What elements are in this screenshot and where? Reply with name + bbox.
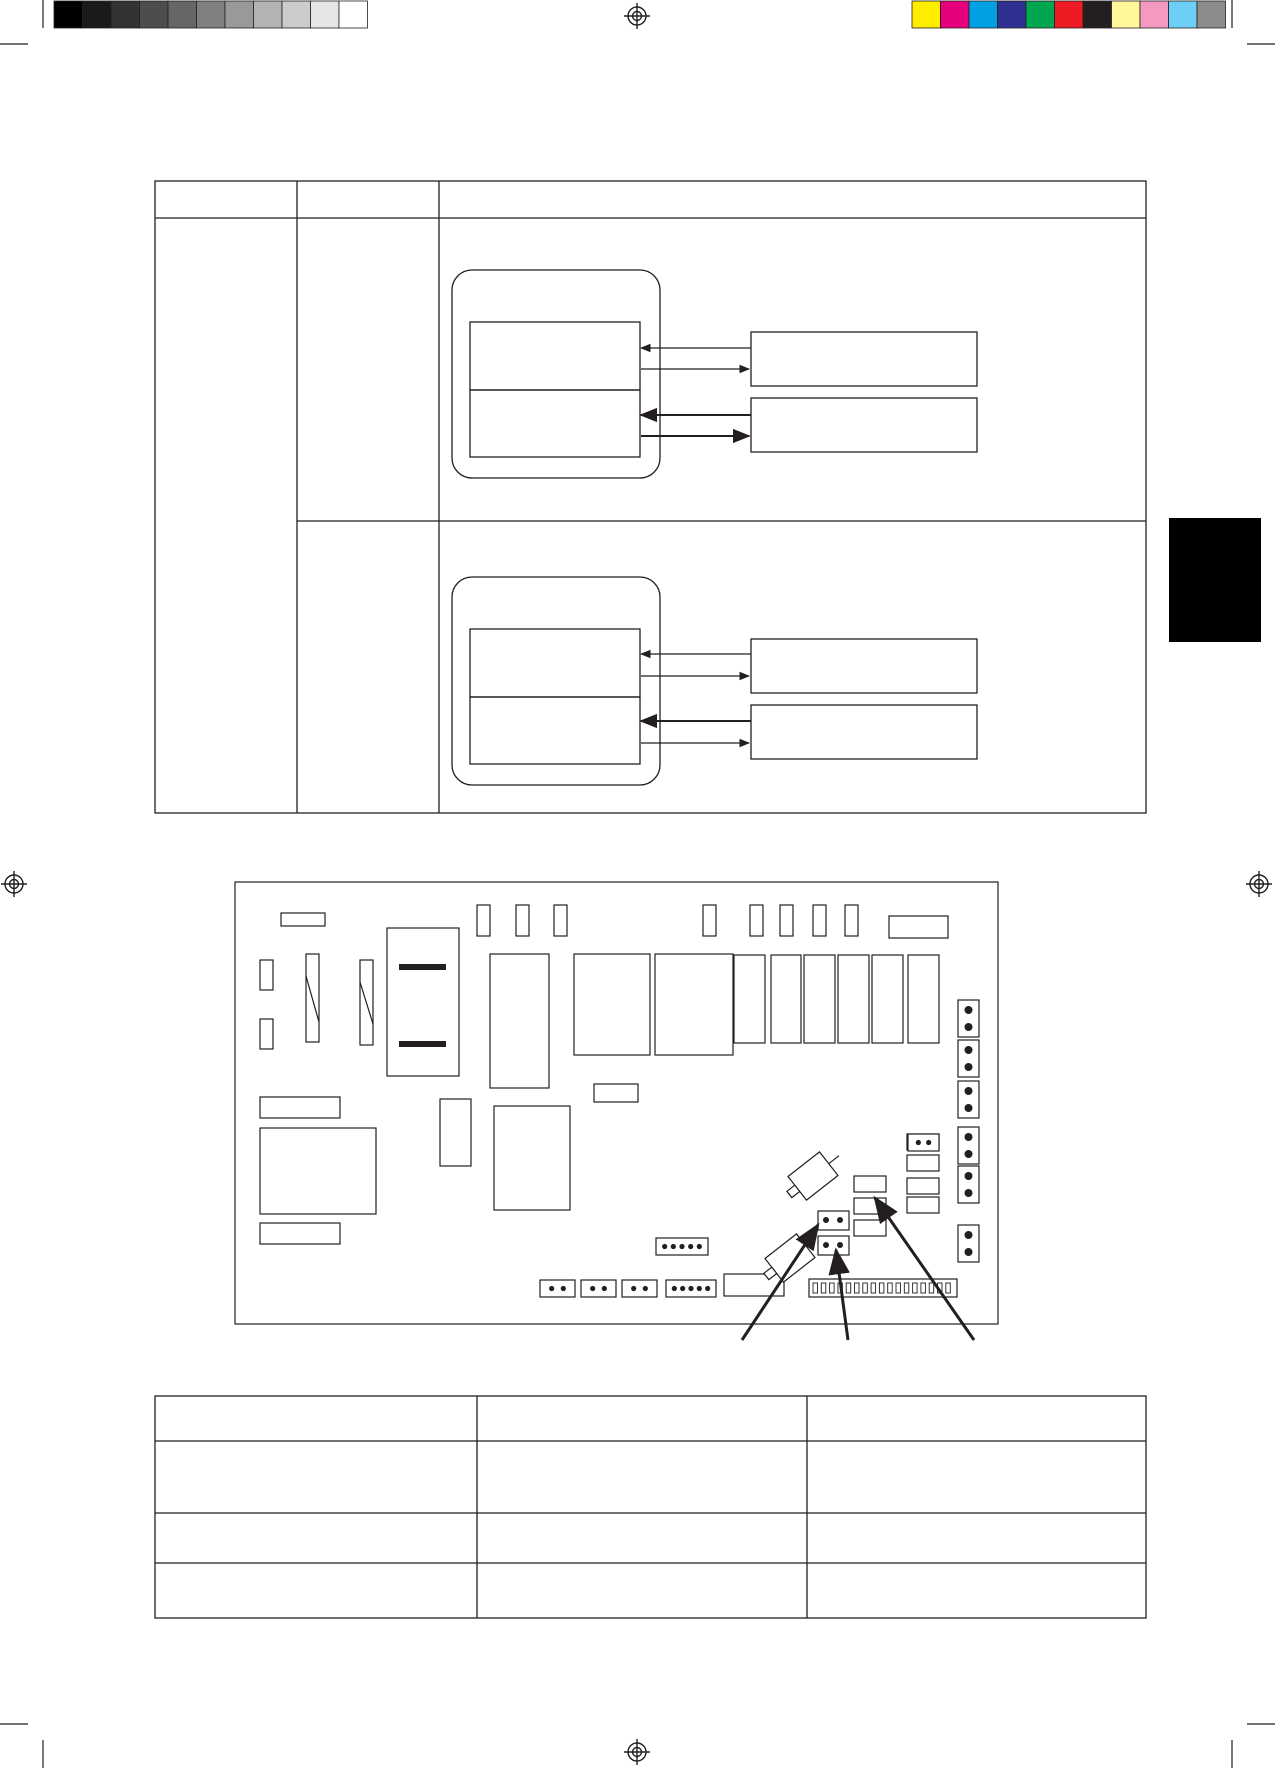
terminal-pair xyxy=(958,1127,979,1164)
jumper-block-b xyxy=(818,1236,849,1255)
gray-swatch xyxy=(282,1,311,28)
registration-target xyxy=(1246,871,1272,897)
terminal-pair xyxy=(958,1000,979,1037)
gray-swatch xyxy=(168,1,197,28)
jumper-block-a xyxy=(818,1211,849,1230)
dip-pin xyxy=(913,1283,918,1293)
registration-target xyxy=(1,871,27,897)
controller-enclosure xyxy=(452,270,660,478)
controller-block-upper xyxy=(470,629,640,697)
lower-table-border xyxy=(155,1396,1146,1618)
upper-table-border xyxy=(155,181,1146,813)
gray-swatch xyxy=(83,1,112,28)
target-box-upper xyxy=(751,332,977,386)
color-swatch xyxy=(941,1,970,28)
pin-connector xyxy=(581,1280,616,1297)
dip-pin xyxy=(821,1283,826,1293)
dip-pin xyxy=(929,1283,934,1293)
jumper-pin xyxy=(837,1217,843,1223)
terminal-pair xyxy=(958,1081,979,1118)
lower-table xyxy=(155,1396,1146,1618)
gray-swatch xyxy=(111,1,140,28)
gray-swatch xyxy=(54,1,83,28)
color-swatch xyxy=(998,1,1027,28)
controller-block-lower xyxy=(470,390,640,457)
pcb-board-drawing xyxy=(235,882,998,1324)
terminal-pair xyxy=(958,1166,979,1203)
dip-pin xyxy=(863,1283,868,1293)
gray-swatch xyxy=(254,1,283,28)
dip-switch-pins xyxy=(813,1283,950,1293)
gray-swatch xyxy=(225,1,254,28)
color-swatch xyxy=(969,1,998,28)
jumper-pin xyxy=(823,1242,829,1248)
controller-enclosure xyxy=(452,577,660,785)
gray-swatch xyxy=(197,1,226,28)
color-calibration-bar xyxy=(912,1,1226,28)
dip-pin xyxy=(830,1283,835,1293)
color-swatch xyxy=(1169,1,1198,28)
dip-pin xyxy=(921,1283,926,1293)
controller-block-lower xyxy=(470,697,640,764)
terminal-pair xyxy=(958,1040,979,1077)
terminal-pair xyxy=(958,1225,979,1262)
color-swatch xyxy=(1083,1,1112,28)
upper-table xyxy=(155,181,1146,813)
pin-connector xyxy=(622,1280,657,1297)
target-box-lower xyxy=(751,398,977,452)
dip-pin xyxy=(813,1283,818,1293)
dip-pin xyxy=(946,1283,951,1293)
signal-diagram-2 xyxy=(452,577,977,785)
dip-pin xyxy=(879,1283,884,1293)
dip-pin xyxy=(855,1283,860,1293)
jumper-pin xyxy=(823,1217,829,1223)
chapter-side-tab xyxy=(1169,518,1261,642)
color-swatch xyxy=(1026,1,1055,28)
gray-swatch xyxy=(339,1,368,28)
registration-target xyxy=(624,3,650,29)
color-swatch xyxy=(1140,1,1169,28)
relay-contact-bar xyxy=(399,1041,446,1047)
target-box-lower xyxy=(751,705,977,759)
pin-connector xyxy=(666,1280,716,1297)
dip-pin xyxy=(888,1283,893,1293)
gray-swatch xyxy=(311,1,340,28)
target-box-upper xyxy=(751,639,977,693)
color-swatch xyxy=(1197,1,1226,28)
gray-swatch xyxy=(140,1,169,28)
color-swatch xyxy=(912,1,941,28)
controller-block-upper xyxy=(470,322,640,390)
registration-target xyxy=(624,1739,650,1765)
pin-connector xyxy=(908,1134,939,1151)
pcb-outline xyxy=(235,882,998,1324)
signal-diagram-1 xyxy=(452,270,977,478)
pin-connector xyxy=(656,1238,708,1255)
color-swatch xyxy=(1055,1,1084,28)
dip-pin xyxy=(871,1283,876,1293)
pin-connector xyxy=(540,1280,575,1297)
jumper-pin xyxy=(837,1242,843,1248)
dip-pin xyxy=(904,1283,909,1293)
relay-contact-bar xyxy=(399,964,446,970)
gray-calibration-bar xyxy=(54,1,368,28)
dip-pin xyxy=(896,1283,901,1293)
dip-pin xyxy=(846,1283,851,1293)
color-swatch xyxy=(1112,1,1141,28)
